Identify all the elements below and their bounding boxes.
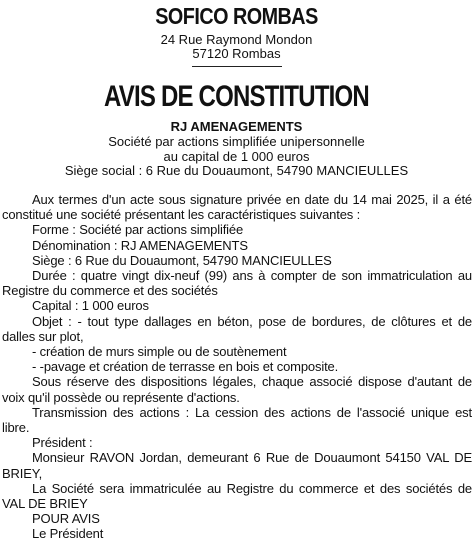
publisher-address-line2: 57120 Rombas [192, 46, 281, 61]
publisher-name: SOFICO ROMBAS [155, 3, 318, 29]
publisher-address-line1: 24 Rue Raymond Mondon [160, 32, 313, 47]
notice-body [2, 192, 472, 542]
company-name: RJ AMENAGEMENTS [170, 119, 303, 134]
duree-paragraph: Durée : quatre vingt dix-neuf (99) ans à compter de son immatriculation au Registre du commerce et des sociétés [2, 268, 472, 299]
objet-item-2: - création de murs simple ou de soutènement [32, 344, 287, 360]
president-label: Président : [32, 435, 93, 451]
capital-line: Capital : 1 000 euros [32, 298, 149, 314]
company-seat: Siège social : 6 Rue du Douaumont, 54790 MANCIEULLES [64, 163, 409, 179]
forme-line: Forme : Société par actions simplifiée [32, 222, 244, 238]
siege-line: Siège : 6 Rue du Douaumont, 54790 MANCIEULLES [32, 252, 332, 268]
signature: Le Président [32, 526, 104, 542]
objet-paragraph: Objet : - tout type dallages en béton, pose de bordures, de clôtures et de dalles sur plot, [2, 313, 472, 344]
intro-paragraph: Aux termes d'un acte sous signature privée en date du 14 mai 2025, il a été constitué une société présentant les caractéristiques suivantes : [2, 192, 472, 223]
company-form: Société par actions simplifiée unipersonnelle [108, 133, 365, 149]
president-line: Monsieur RAVON Jordan, demeurant 6 Rue de Douaumont 54150 VAL DE BRIEY, [2, 450, 472, 481]
divider [192, 66, 282, 67]
transmission-line: Transmission des actions : La cession des actions de l'associé unique est libre. [2, 404, 472, 436]
pour-avis: POUR AVIS [32, 511, 100, 527]
reserve-paragraph: Sous réserve des dispositions légales, chaque associé dispose d'autant de voix qu'il possède ou représente d'actions. [2, 374, 472, 405]
denomination-line: Dénomination : RJ AMENAGEMENTS [32, 237, 248, 253]
company-capital: au capital de 1 000 euros [163, 148, 310, 164]
company-summary [0, 120, 473, 179]
notice-heading: AVIS DE CONSTITUTION [104, 80, 369, 113]
immatriculation-paragraph: La Société sera immatriculée au Registre du commerce et des sociétés de VAL DE BRIEY [2, 480, 472, 512]
objet-item-3: - -pavage et création de terrasse en bois et composite. [32, 359, 339, 375]
